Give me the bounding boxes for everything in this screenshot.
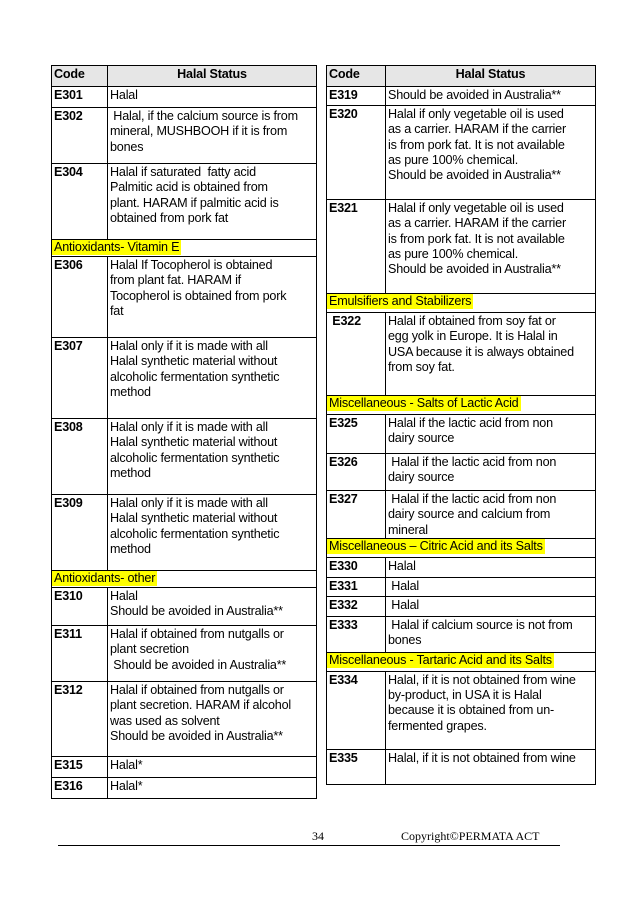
status-line: bones <box>110 139 144 154</box>
header-code: Code <box>52 66 108 87</box>
status-line: plant. HARAM if palmitic acid is <box>110 195 279 210</box>
additive-code: E322 <box>327 313 386 396</box>
status-line: fat <box>110 303 124 318</box>
section-heading: Emulsifiers and Stabilizers <box>329 294 472 308</box>
status-line: method <box>110 465 151 480</box>
section-heading: Miscellaneous – Citric Acid and its Salts <box>329 538 543 553</box>
halal-status <box>108 257 317 338</box>
table-row <box>52 495 317 571</box>
table-row <box>327 87 596 106</box>
halal-status <box>108 626 317 682</box>
section-heading-row <box>52 571 317 588</box>
additive-code: E308 <box>52 419 108 495</box>
right-table-body <box>327 66 596 785</box>
status-line: Halal if saturated fatty acid <box>110 165 256 179</box>
status-line: Halal if obtained from nutgalls or <box>110 627 284 641</box>
status-line: as a carrier. HARAM if the carrier <box>388 122 566 137</box>
additive-code: E333 <box>327 616 386 652</box>
status-line: plant secretion. HARAM if alcohol <box>110 698 291 713</box>
status-line: dairy source <box>388 470 455 485</box>
table-row <box>52 257 317 338</box>
status-line: Should be avoided in Australia** <box>388 262 561 277</box>
status-line: Halal, if it is not obtained from wine <box>388 672 576 687</box>
status-line: Should be avoided in Australia** <box>110 657 287 672</box>
status-line: is from pork fat. It is not available <box>388 231 565 246</box>
table-row <box>327 596 596 616</box>
halal-status <box>108 757 317 778</box>
additive-code: E309 <box>52 495 108 571</box>
status-line: obtained from pork fat <box>110 210 229 225</box>
status-line: from soy fat. <box>388 359 455 374</box>
status-line: Should be avoided in Australia** <box>110 728 283 743</box>
status-line: from plant fat. HARAM if <box>110 273 241 288</box>
halal-status <box>386 313 596 396</box>
status-line: was used as solvent <box>110 713 220 728</box>
halal-status <box>108 588 317 626</box>
left-table-body <box>52 66 317 799</box>
status-line: Halal if the lactic acid from non <box>388 492 557 506</box>
section-heading-row <box>327 396 596 415</box>
table-row <box>52 108 317 164</box>
table-row <box>327 491 596 539</box>
status-line: fermented grapes. <box>388 718 487 733</box>
status-line: Halal if obtained from nutgalls or <box>110 683 284 697</box>
status-line: as a carrier. HARAM if the carrier <box>388 216 566 231</box>
status-line: USA because it is always obtained <box>388 344 574 359</box>
table-row <box>327 106 596 200</box>
halal-status <box>108 419 317 495</box>
status-line: Tocopherol is obtained from pork <box>110 288 287 303</box>
table-row <box>327 454 596 491</box>
halal-status <box>386 596 596 616</box>
status-line: because it is obtained from un- <box>388 703 555 718</box>
additive-code: E325 <box>327 415 386 454</box>
table-row <box>327 313 596 396</box>
status-line: Halal synthetic material without <box>110 435 278 450</box>
section-heading: Miscellaneous - Salts of Lactic Acid <box>329 396 519 410</box>
status-line: method <box>110 541 151 556</box>
halal-status <box>386 671 596 749</box>
status-line: Halal, if the calcium source is from <box>110 109 298 123</box>
table-row <box>52 626 317 682</box>
status-line: Halal only if it is made with all <box>110 339 268 353</box>
page-number: 34 <box>312 829 324 843</box>
status-line: Halal <box>110 589 138 603</box>
halal-status <box>386 577 596 596</box>
table-row <box>327 749 596 784</box>
status-line: dairy source and calcium from <box>388 507 551 522</box>
additive-code: E326 <box>327 454 386 491</box>
status-line: Halal synthetic material without <box>110 511 278 526</box>
table-row <box>52 682 317 757</box>
table-row <box>52 757 317 778</box>
additive-code: E307 <box>52 338 108 419</box>
halal-status <box>386 616 596 652</box>
halal-status <box>108 778 317 799</box>
status-line: Palmitic acid is obtained from <box>110 180 268 195</box>
additive-code: E320 <box>327 106 386 200</box>
header-status: Halal Status <box>386 66 596 87</box>
status-line: plant secretion <box>110 642 189 657</box>
status-line: Halal synthetic material without <box>110 354 278 369</box>
table-row <box>327 671 596 749</box>
additive-code: E334 <box>327 671 386 749</box>
additive-code: E335 <box>327 749 386 784</box>
right-additives-table <box>326 65 596 785</box>
table-row <box>327 557 596 577</box>
section-heading-row <box>52 240 317 257</box>
status-line: mineral <box>388 522 428 537</box>
table-row <box>327 415 596 454</box>
status-line: Should be avoided in Australia** <box>110 604 283 619</box>
status-line: dairy source <box>388 431 455 446</box>
additive-code: E310 <box>52 588 108 626</box>
additive-code: E306 <box>52 257 108 338</box>
status-line: mineral, MUSHBOOH if it is from <box>110 124 288 139</box>
section-heading-row <box>327 652 596 671</box>
status-line: bones <box>388 633 422 648</box>
status-line: Should be avoided in Australia** <box>388 168 561 183</box>
status-line: Should be avoided in Australia** <box>388 88 561 102</box>
status-line: method <box>110 384 151 399</box>
section-heading-row <box>327 538 596 557</box>
additive-code: E321 <box>327 200 386 294</box>
halal-status <box>108 682 317 757</box>
halal-status <box>108 338 317 419</box>
halal-status <box>108 87 317 108</box>
table-row <box>327 577 596 596</box>
table-row <box>52 338 317 419</box>
status-line: Halal* <box>110 758 143 772</box>
additive-code: E327 <box>327 491 386 539</box>
status-line: Halal if the lactic acid from non <box>388 455 557 469</box>
status-line: Halal if calcium source is not from <box>388 617 573 632</box>
status-line: Halal <box>110 88 138 102</box>
additive-code: E311 <box>52 626 108 682</box>
halal-status <box>386 87 596 106</box>
status-line: egg yolk in Europe. It is Halal in <box>388 329 558 344</box>
table-header-row <box>52 66 317 87</box>
additive-code: E315 <box>52 757 108 778</box>
additive-code: E331 <box>327 577 386 596</box>
table-row <box>52 588 317 626</box>
halal-status <box>386 200 596 294</box>
status-line: Halal only if it is made with all <box>110 496 268 510</box>
status-line: Halal <box>388 578 419 593</box>
status-line: Halal <box>388 597 419 612</box>
additive-code: E330 <box>327 557 386 577</box>
table-header-row <box>327 66 596 87</box>
halal-status <box>386 749 596 784</box>
status-line: Halal <box>388 558 416 573</box>
status-line: Halal If Tocopherol is obtained <box>110 258 273 272</box>
additive-code: E316 <box>52 778 108 799</box>
status-line: Halal if obtained from soy fat or <box>388 314 556 328</box>
status-line: alcoholic fermentation synthetic <box>110 450 280 465</box>
status-line: Halal if the lactic acid from non <box>388 416 553 430</box>
halal-status <box>386 415 596 454</box>
status-line: Halal only if it is made with all <box>110 420 268 434</box>
table-row <box>327 200 596 294</box>
section-heading: Antioxidants- other <box>54 571 156 585</box>
halal-status <box>108 495 317 571</box>
status-line: as pure 100% chemical. <box>388 152 519 167</box>
status-line: alcoholic fermentation synthetic <box>110 526 280 541</box>
status-line: Halal, if it is not obtained from wine <box>388 750 576 765</box>
status-line: Halal if only vegetable oil is used <box>388 201 564 215</box>
table-row <box>52 87 317 108</box>
left-additives-table <box>51 65 317 799</box>
status-line: as pure 100% chemical. <box>388 246 519 261</box>
halal-status <box>386 491 596 539</box>
halal-status <box>386 454 596 491</box>
status-line: Halal* <box>110 779 143 793</box>
table-row <box>52 419 317 495</box>
header-status: Halal Status <box>108 66 317 87</box>
table-row <box>52 164 317 240</box>
halal-status <box>386 106 596 200</box>
section-heading-row <box>327 294 596 313</box>
section-heading: Antioxidants- Vitamin E <box>54 240 180 254</box>
section-heading: Miscellaneous - Tartaric Acid and its Salts <box>329 652 552 667</box>
status-line: Halal if only vegetable oil is used <box>388 107 564 121</box>
copyright-notice: Copyright©PERMATA ACT <box>401 829 540 843</box>
halal-status <box>108 164 317 240</box>
additive-code: E304 <box>52 164 108 240</box>
halal-status <box>108 108 317 164</box>
additive-code: E302 <box>52 108 108 164</box>
status-line: is from pork fat. It is not available <box>388 137 565 152</box>
additive-code: E301 <box>52 87 108 108</box>
additive-code: E312 <box>52 682 108 757</box>
table-row <box>52 778 317 799</box>
status-line: alcoholic fermentation synthetic <box>110 369 280 384</box>
table-row <box>327 616 596 652</box>
footer-rule <box>58 845 560 846</box>
header-code: Code <box>327 66 386 87</box>
additive-code: E319 <box>327 87 386 106</box>
additive-code: E332 <box>327 596 386 616</box>
halal-status <box>386 557 596 577</box>
status-line: by-product, in USA it is Halal <box>388 688 542 703</box>
